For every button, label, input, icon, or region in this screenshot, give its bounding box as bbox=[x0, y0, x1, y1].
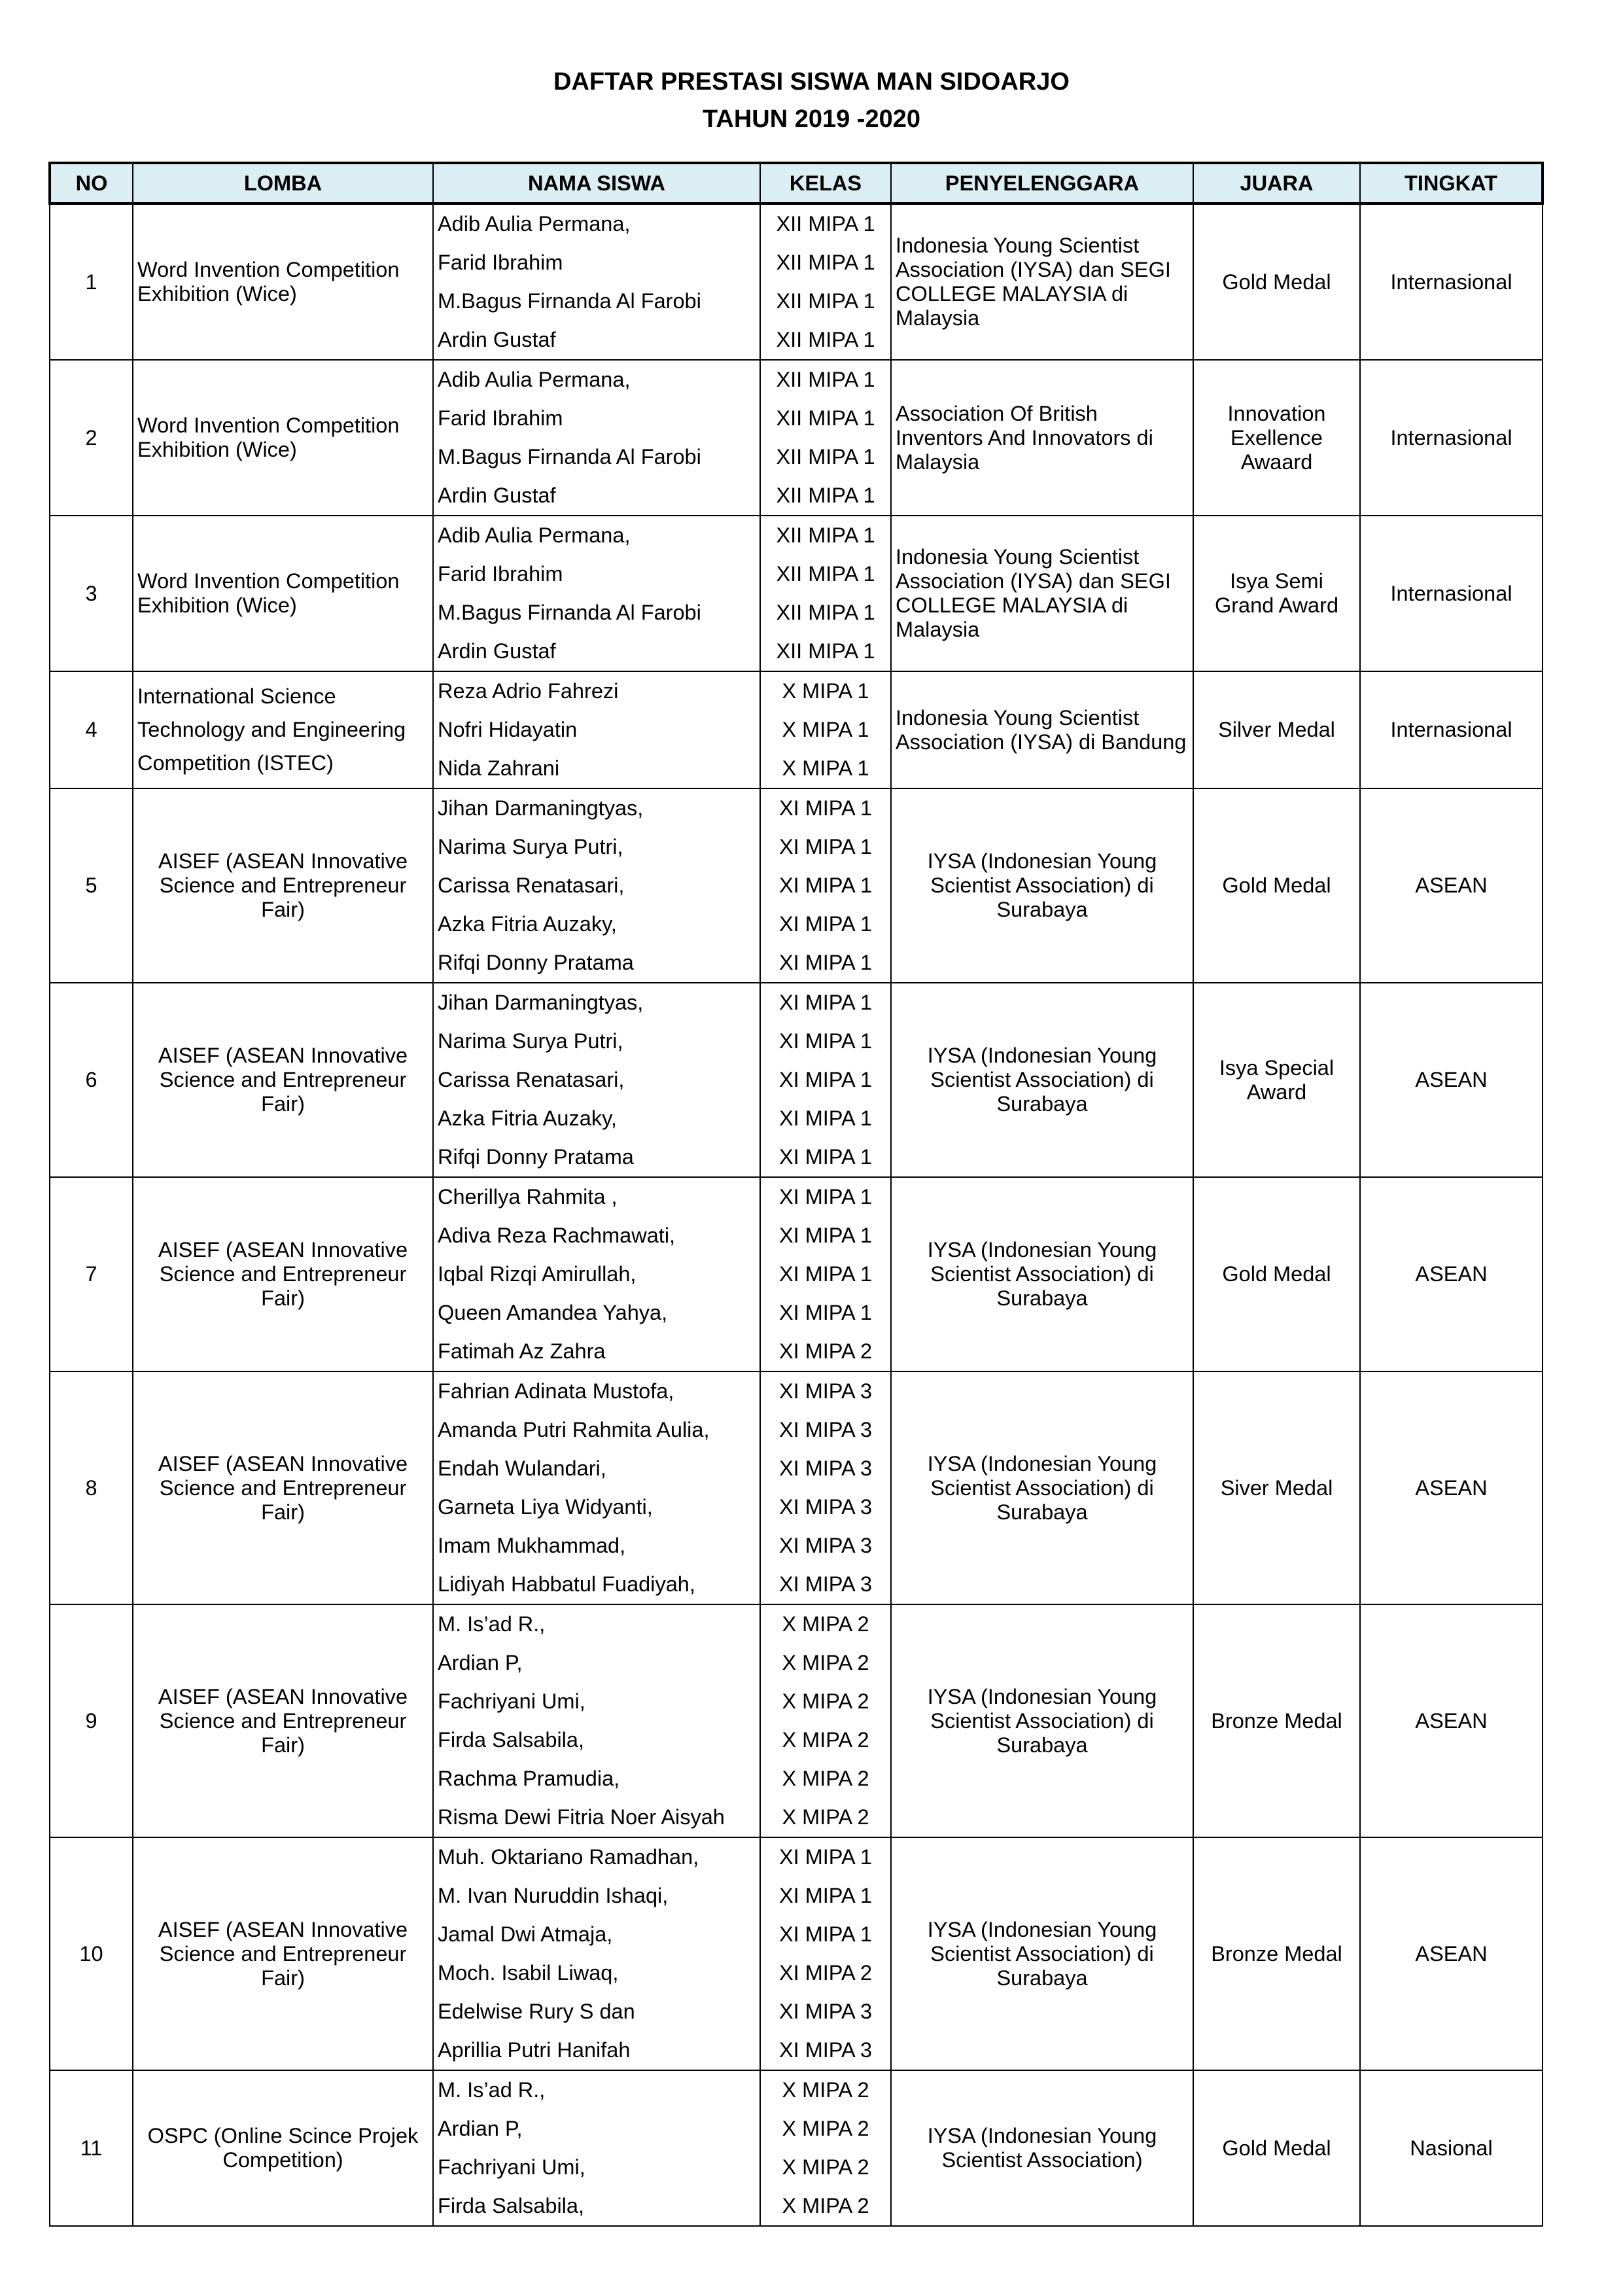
student-class: XI MIPA 1 bbox=[778, 874, 873, 897]
student-class: XI MIPA 3 bbox=[778, 1457, 873, 1480]
student-class: X MIPA 2 bbox=[782, 1689, 869, 1713]
student-class: XI MIPA 1 bbox=[778, 1845, 873, 1869]
cell-tingkat: ASEAN bbox=[1360, 1371, 1543, 1604]
student-class: X MIPA 2 bbox=[782, 2194, 869, 2217]
student-name: Rifqi Donny Pratama bbox=[438, 1145, 634, 1169]
header-no: NO bbox=[50, 163, 133, 203]
cell-kelas bbox=[760, 671, 891, 788]
table-row bbox=[50, 983, 1543, 1177]
student-class: XI MIPA 1 bbox=[778, 1884, 873, 1907]
table-row bbox=[50, 1837, 1543, 2070]
cell-tingkat: Nasional bbox=[1360, 2070, 1543, 2226]
student-name: Cherillya Rahmita , bbox=[438, 1185, 618, 1209]
student-class: XI MIPA 1 bbox=[778, 835, 873, 858]
student-class: XII MIPA 1 bbox=[776, 445, 875, 468]
student-class: XII MIPA 1 bbox=[776, 562, 875, 586]
cell-juara: Silver Medal bbox=[1193, 671, 1360, 788]
student-name: M.Bagus Firnanda Al Farobi bbox=[438, 289, 701, 313]
student-class: X MIPA 2 bbox=[782, 1805, 869, 1829]
cell-no: 11 bbox=[50, 2070, 133, 2226]
student-name: Fahrian Adinata Mustofa, bbox=[438, 1379, 674, 1403]
student-name: Ardin Gustaf bbox=[438, 328, 556, 351]
student-class: XI MIPA 1 bbox=[778, 1106, 873, 1130]
student-class: X MIPA 1 bbox=[782, 718, 869, 741]
cell-kelas bbox=[760, 203, 891, 360]
student-name: Endah Wulandari, bbox=[438, 1457, 606, 1480]
cell-juara: Isya Special Award bbox=[1193, 983, 1360, 1177]
student-name: Garneta Liya Widyanti, bbox=[438, 1495, 653, 1519]
table-row bbox=[50, 788, 1543, 983]
student-name: Narima Surya Putri, bbox=[438, 1029, 623, 1053]
student-class: X MIPA 1 bbox=[782, 756, 869, 780]
student-name: Adiva Reza Rachmawati, bbox=[438, 1224, 676, 1247]
student-class: XI MIPA 1 bbox=[778, 1922, 873, 1946]
student-class: XI MIPA 1 bbox=[778, 991, 873, 1014]
cell-no: 1 bbox=[50, 203, 133, 360]
student-class: XI MIPA 3 bbox=[778, 1572, 873, 1596]
cell-lomba: International Science Technology and Engineering Competition (ISTEC) bbox=[133, 671, 433, 788]
cell-penyelenggara: IYSA (Indonesian Young Scientist Association) di Surabaya bbox=[891, 1177, 1193, 1371]
cell-kelas bbox=[760, 788, 891, 983]
student-name: Firda Salsabila, bbox=[438, 1728, 584, 1752]
student-class: XII MIPA 1 bbox=[776, 368, 875, 391]
cell-lomba: AISEF (ASEAN Innovative Science and Entrepreneur Fair) bbox=[133, 788, 433, 983]
student-name: Edelwise Rury S dan bbox=[438, 2000, 635, 2023]
student-class: X MIPA 2 bbox=[782, 1767, 869, 1790]
student-name: M. Is’ad R., bbox=[438, 2078, 546, 2102]
table-body bbox=[50, 203, 1543, 2226]
student-name: Carissa Renatasari, bbox=[438, 874, 625, 897]
student-class: XII MIPA 1 bbox=[776, 639, 875, 663]
cell-no: 2 bbox=[50, 360, 133, 516]
student-name: Risma Dewi Fitria Noer Aisyah bbox=[438, 1805, 725, 1829]
cell-no: 3 bbox=[50, 516, 133, 671]
table-row bbox=[50, 1371, 1543, 1604]
student-class: X MIPA 1 bbox=[782, 679, 869, 703]
student-class: X MIPA 2 bbox=[782, 1612, 869, 1636]
student-name: Lidiyah Habbatul Fuadiyah, bbox=[438, 1572, 695, 1596]
cell-tingkat: ASEAN bbox=[1360, 983, 1543, 1177]
student-class: X MIPA 2 bbox=[782, 1728, 869, 1752]
student-name: Carissa Renatasari, bbox=[438, 1068, 625, 1091]
cell-kelas bbox=[760, 1371, 891, 1604]
student-name: Queen Amandea Yahya, bbox=[438, 1301, 668, 1324]
cell-nama-siswa bbox=[433, 983, 760, 1177]
student-name: Imam Mukhammad, bbox=[438, 1534, 626, 1557]
cell-penyelenggara: IYSA (Indonesian Young Scientist Association) di Surabaya bbox=[891, 983, 1193, 1177]
student-name: Ardin Gustaf bbox=[438, 639, 556, 663]
cell-nama-siswa bbox=[433, 788, 760, 983]
table-row bbox=[50, 1604, 1543, 1837]
cell-nama-siswa bbox=[433, 203, 760, 360]
header-nama-siswa: NAMA SISWA bbox=[433, 163, 760, 203]
cell-tingkat: Internasional bbox=[1360, 516, 1543, 671]
cell-no: 4 bbox=[50, 671, 133, 788]
student-name: Aprillia Putri Hanifah bbox=[438, 2038, 631, 2062]
student-name: M.Bagus Firnanda Al Farobi bbox=[438, 601, 701, 624]
cell-tingkat: ASEAN bbox=[1360, 1837, 1543, 2070]
cell-nama-siswa bbox=[433, 1604, 760, 1837]
cell-penyelenggara: IYSA (Indonesian Young Scientist Association) bbox=[891, 2070, 1193, 2226]
cell-kelas bbox=[760, 1177, 891, 1371]
student-name: Nida Zahrani bbox=[438, 756, 560, 780]
cell-tingkat: Internasional bbox=[1360, 203, 1543, 360]
cell-no: 6 bbox=[50, 983, 133, 1177]
student-class: XII MIPA 1 bbox=[776, 484, 875, 507]
student-name: Iqbal Rizqi Amirullah, bbox=[438, 1262, 637, 1286]
cell-juara: Gold Medal bbox=[1193, 203, 1360, 360]
student-class: XI MIPA 3 bbox=[778, 1379, 873, 1403]
student-name: Azka Fitria Auzaky, bbox=[438, 912, 617, 936]
student-name: Jihan Darmaningtyas, bbox=[438, 991, 644, 1014]
header-penyelenggara: PENYELENGGARA bbox=[891, 163, 1193, 203]
student-class: XI MIPA 2 bbox=[778, 1339, 873, 1363]
student-class: XI MIPA 2 bbox=[778, 1961, 873, 1985]
cell-no: 7 bbox=[50, 1177, 133, 1371]
header-kelas: KELAS bbox=[760, 163, 891, 203]
student-name: Amanda Putri Rahmita Aulia, bbox=[438, 1418, 710, 1441]
cell-lomba: AISEF (ASEAN Innovative Science and Entrepreneur Fair) bbox=[133, 983, 433, 1177]
student-name: Adib Aulia Permana, bbox=[438, 368, 631, 391]
cell-lomba: AISEF (ASEAN Innovative Science and Entrepreneur Fair) bbox=[133, 1837, 433, 2070]
student-class: X MIPA 2 bbox=[782, 1651, 869, 1674]
student-name: Rachma Pramudia, bbox=[438, 1767, 620, 1790]
student-class: XII MIPA 1 bbox=[776, 328, 875, 351]
cell-nama-siswa bbox=[433, 1837, 760, 2070]
student-name: Moch. Isabil Liwaq, bbox=[438, 1961, 619, 1985]
student-name: Firda Salsabila, bbox=[438, 2194, 584, 2217]
student-name: M. Is’ad R., bbox=[438, 1612, 546, 1636]
student-name: Adib Aulia Permana, bbox=[438, 523, 631, 547]
student-name: Jamal Dwi Atmaja, bbox=[438, 1922, 613, 1946]
header-tingkat: TINGKAT bbox=[1360, 163, 1543, 203]
student-name: Nofri Hidayatin bbox=[438, 718, 578, 741]
student-class: XI MIPA 1 bbox=[778, 1262, 873, 1286]
student-name: Jihan Darmaningtyas, bbox=[438, 796, 644, 820]
student-class: XI MIPA 3 bbox=[778, 1495, 873, 1519]
table-row bbox=[50, 1177, 1543, 1371]
cell-kelas bbox=[760, 1837, 891, 2070]
cell-juara: Bronze Medal bbox=[1193, 1837, 1360, 2070]
cell-penyelenggara: IYSA (Indonesian Young Scientist Association) di Surabaya bbox=[891, 1371, 1193, 1604]
cell-nama-siswa bbox=[433, 2070, 760, 2226]
document-title: DAFTAR PRESTASI SISWA MAN SIDOARJO bbox=[553, 68, 1070, 96]
cell-penyelenggara: Indonesia Young Scientist Association (IYSA) dan SEGI COLLEGE MALAYSIA di Malaysia bbox=[891, 203, 1193, 360]
student-name: M. Ivan Nuruddin Ishaqi, bbox=[438, 1884, 669, 1907]
cell-penyelenggara: IYSA (Indonesian Young Scientist Association) di Surabaya bbox=[891, 788, 1193, 983]
student-name: Narima Surya Putri, bbox=[438, 835, 623, 858]
student-name: Ardian P, bbox=[438, 1651, 523, 1674]
student-class: XI MIPA 3 bbox=[778, 1534, 873, 1557]
cell-juara: Isya Semi Grand Award bbox=[1193, 516, 1360, 671]
header-lomba: LOMBA bbox=[133, 163, 433, 203]
cell-juara: Bronze Medal bbox=[1193, 1604, 1360, 1837]
cell-kelas bbox=[760, 516, 891, 671]
table-row bbox=[50, 2070, 1543, 2226]
student-name: Azka Fitria Auzaky, bbox=[438, 1106, 617, 1130]
student-class: XI MIPA 1 bbox=[778, 1224, 873, 1247]
document-subtitle: TAHUN 2019 -2020 bbox=[702, 105, 920, 133]
student-class: XII MIPA 1 bbox=[776, 601, 875, 624]
student-name: Ardian P, bbox=[438, 2117, 523, 2140]
student-class: XI MIPA 1 bbox=[778, 1029, 873, 1053]
student-name: Reza Adrio Fahrezi bbox=[438, 679, 619, 703]
table-row bbox=[50, 360, 1543, 516]
cell-no: 9 bbox=[50, 1604, 133, 1837]
table-row bbox=[50, 671, 1543, 788]
cell-tingkat: ASEAN bbox=[1360, 1177, 1543, 1371]
cell-nama-siswa bbox=[433, 671, 760, 788]
cell-nama-siswa bbox=[433, 1177, 760, 1371]
student-class: XII MIPA 1 bbox=[776, 289, 875, 313]
cell-juara: Gold Medal bbox=[1193, 2070, 1360, 2226]
cell-juara: Gold Medal bbox=[1193, 788, 1360, 983]
student-class: XI MIPA 3 bbox=[778, 2000, 873, 2023]
cell-penyelenggara: Indonesia Young Scientist Association (IYSA) di Bandung bbox=[891, 671, 1193, 788]
cell-juara: Innovation Exellence Awaard bbox=[1193, 360, 1360, 516]
student-class: X MIPA 2 bbox=[782, 2155, 869, 2179]
table-header-row bbox=[50, 163, 1543, 203]
cell-nama-siswa bbox=[433, 1371, 760, 1604]
student-name: Fachriyani Umi, bbox=[438, 2155, 585, 2179]
cell-no: 5 bbox=[50, 788, 133, 983]
student-class: XI MIPA 1 bbox=[778, 912, 873, 936]
student-name: Ardin Gustaf bbox=[438, 484, 556, 507]
cell-tingkat: ASEAN bbox=[1360, 1604, 1543, 1837]
student-class: XII MIPA 1 bbox=[776, 251, 875, 274]
cell-no: 8 bbox=[50, 1371, 133, 1604]
cell-nama-siswa bbox=[433, 516, 760, 671]
student-class: XI MIPA 1 bbox=[778, 796, 873, 820]
cell-lomba: AISEF (ASEAN Innovative Science and Entrepreneur Fair) bbox=[133, 1371, 433, 1604]
student-name: Adib Aulia Permana, bbox=[438, 212, 631, 236]
cell-kelas bbox=[760, 983, 891, 1177]
cell-lomba: AISEF (ASEAN Innovative Science and Entrepreneur Fair) bbox=[133, 1604, 433, 1837]
table-row bbox=[50, 203, 1543, 360]
student-class: XII MIPA 1 bbox=[776, 523, 875, 547]
student-name: Farid Ibrahim bbox=[438, 406, 563, 430]
cell-tingkat: Internasional bbox=[1360, 360, 1543, 516]
cell-tingkat: ASEAN bbox=[1360, 788, 1543, 983]
cell-lomba: Word Invention Competition Exhibition (Wice) bbox=[133, 516, 433, 671]
student-name: Farid Ibrahim bbox=[438, 251, 563, 274]
cell-lomba: Word Invention Competition Exhibition (Wice) bbox=[133, 203, 433, 360]
student-class: XI MIPA 1 bbox=[778, 1185, 873, 1209]
student-class: XI MIPA 1 bbox=[778, 1301, 873, 1324]
student-name: Muh. Oktariano Ramadhan, bbox=[438, 1845, 699, 1869]
student-class: XI MIPA 1 bbox=[778, 1068, 873, 1091]
cell-penyelenggara: IYSA (Indonesian Young Scientist Association) di Surabaya bbox=[891, 1837, 1193, 2070]
student-class: XI MIPA 1 bbox=[778, 1145, 873, 1169]
student-class: XI MIPA 3 bbox=[778, 2038, 873, 2062]
student-name: Fachriyani Umi, bbox=[438, 1689, 585, 1713]
cell-no: 10 bbox=[50, 1837, 133, 2070]
header-juara: JUARA bbox=[1193, 163, 1360, 203]
student-name: Rifqi Donny Pratama bbox=[438, 951, 634, 974]
student-name: Fatimah Az Zahra bbox=[438, 1339, 606, 1363]
cell-penyelenggara: Association Of British Inventors And Innovators di Malaysia bbox=[891, 360, 1193, 516]
cell-kelas bbox=[760, 360, 891, 516]
cell-juara: Gold Medal bbox=[1193, 1177, 1360, 1371]
cell-penyelenggara: IYSA (Indonesian Young Scientist Association) di Surabaya bbox=[891, 1604, 1193, 1837]
cell-tingkat: Internasional bbox=[1360, 671, 1543, 788]
student-class: X MIPA 2 bbox=[782, 2078, 869, 2102]
student-class: XI MIPA 1 bbox=[778, 951, 873, 974]
cell-kelas bbox=[760, 2070, 891, 2226]
cell-lomba: Word Invention Competition Exhibition (Wice) bbox=[133, 360, 433, 516]
table-row bbox=[50, 516, 1543, 671]
cell-lomba: OSPC (Online Scince Projek Competition) bbox=[133, 2070, 433, 2226]
student-name: Farid Ibrahim bbox=[438, 562, 563, 586]
student-name: M.Bagus Firnanda Al Farobi bbox=[438, 445, 701, 468]
cell-lomba: AISEF (ASEAN Innovative Science and Entrepreneur Fair) bbox=[133, 1177, 433, 1371]
student-class: X MIPA 2 bbox=[782, 2117, 869, 2140]
cell-penyelenggara: Indonesia Young Scientist Association (IYSA) dan SEGI COLLEGE MALAYSIA di Malaysia bbox=[891, 516, 1193, 671]
student-class: XII MIPA 1 bbox=[776, 212, 875, 236]
cell-juara: Siver Medal bbox=[1193, 1371, 1360, 1604]
cell-nama-siswa bbox=[433, 360, 760, 516]
cell-kelas bbox=[760, 1604, 891, 1837]
achievement-table bbox=[48, 162, 1544, 2227]
student-class: XI MIPA 3 bbox=[778, 1418, 873, 1441]
student-class: XII MIPA 1 bbox=[776, 406, 875, 430]
